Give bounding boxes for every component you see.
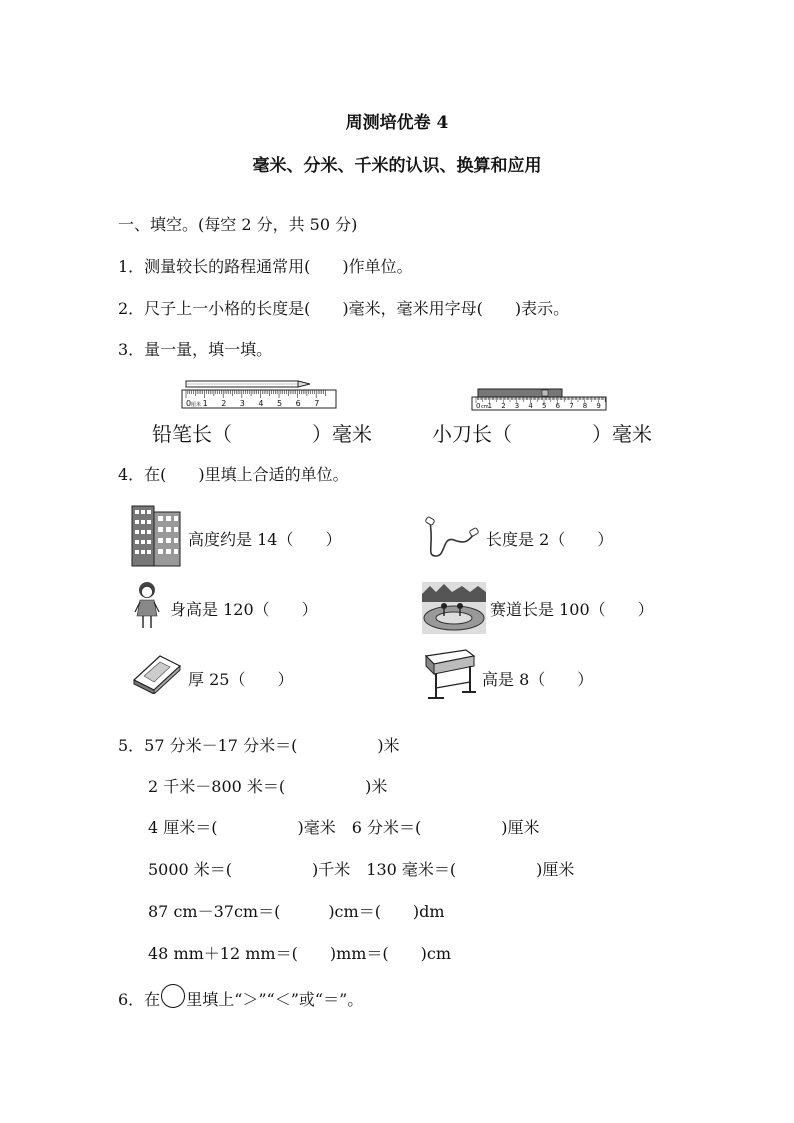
question-3: 3．量一量，填一填。	[118, 340, 273, 359]
ruler-label: 9	[596, 402, 601, 410]
question-5-line-5: 87 cm－37cm＝( )cm＝( )dm	[148, 902, 445, 921]
question-2: 2．尺子上一小格的长度是( )毫米，毫米用字母( )表示。	[118, 299, 570, 318]
question-1: 1．测量较长的路程通常用( )作单位。	[118, 257, 413, 276]
ruler-label: 6	[555, 402, 561, 410]
ruler-label: 3	[239, 399, 245, 408]
question-6-suffix: 里填上“＞”“＜”或“＝”。	[186, 990, 364, 1009]
jump-rope-icon	[424, 516, 480, 560]
ruler-label: 5	[542, 402, 547, 410]
ruler-label: 7	[314, 399, 320, 408]
ruler-label: 1	[487, 402, 493, 410]
question-5-line-4: 5000 米＝( )千米 130 毫米＝( )厘米	[148, 860, 575, 879]
building-height-item: 高度约是 14（ ）	[188, 530, 342, 549]
question-5-line-6: 48 mm＋12 mm＝( )mm＝( )cm	[148, 944, 452, 963]
pencil-length-label: 铅笔长（ ）毫米	[152, 422, 372, 446]
ruler-label: 4	[528, 402, 533, 410]
ruler-label: 7	[569, 402, 574, 410]
question-5-line-2: 2 千米－800 米＝( )米	[148, 777, 388, 796]
girl-height-item: 身高是 120（ ）	[170, 600, 318, 619]
knife-length-label: 小刀长（ ）毫米	[432, 422, 652, 446]
question-6-prefix: 6．在	[118, 990, 161, 1009]
ruler-label: 5	[277, 399, 283, 408]
ruler-label: 3	[514, 402, 520, 410]
page-title: 周测培优卷 4	[345, 113, 449, 133]
rope-length-item: 长度是 2（ ）	[486, 530, 614, 549]
ruler-label: 4	[258, 399, 264, 408]
ruler-label: 0	[186, 399, 192, 408]
page-subtitle: 毫米、分米、千米的认识、换算和应用	[252, 156, 542, 176]
ruler-label: 1	[202, 399, 208, 408]
race-track-item: 赛道长是 100（ ）	[490, 600, 654, 619]
ruler-label: 2	[501, 402, 506, 410]
pencil-icon	[186, 381, 310, 387]
girl-icon	[132, 580, 162, 632]
ruler-label: 6	[295, 399, 301, 408]
question-4: 4．在( )里填上合适的单位。	[118, 465, 349, 484]
compare-circle-icon	[161, 984, 185, 1008]
ruler-unit: cm	[481, 404, 489, 410]
question-5-line-3: 4 厘米＝( )毫米 6 分米＝( )厘米	[148, 818, 540, 837]
knife-ruler-illustration	[470, 388, 610, 412]
building-icon	[130, 502, 184, 568]
book-icon	[130, 652, 182, 694]
desk-height-item: 高是 8（ ）	[482, 670, 594, 689]
ruler-label: 0	[476, 402, 481, 410]
ruler-unit: 厘米	[191, 402, 202, 408]
knife-icon	[478, 389, 562, 397]
race-track-icon	[422, 582, 486, 634]
desk-icon	[420, 648, 478, 706]
ruler-label: 8	[582, 402, 588, 410]
pencil-ruler-illustration	[180, 378, 340, 412]
section-heading: 一、填空。(每空 2 分，共 50 分)	[118, 215, 358, 234]
ruler-label: 2	[221, 399, 227, 408]
question-6	[118, 984, 363, 1010]
book-thickness-item: 厚 25（ ）	[188, 670, 294, 689]
question-5-line-1: 5．57 分米－17 分米＝( )米	[118, 736, 400, 755]
